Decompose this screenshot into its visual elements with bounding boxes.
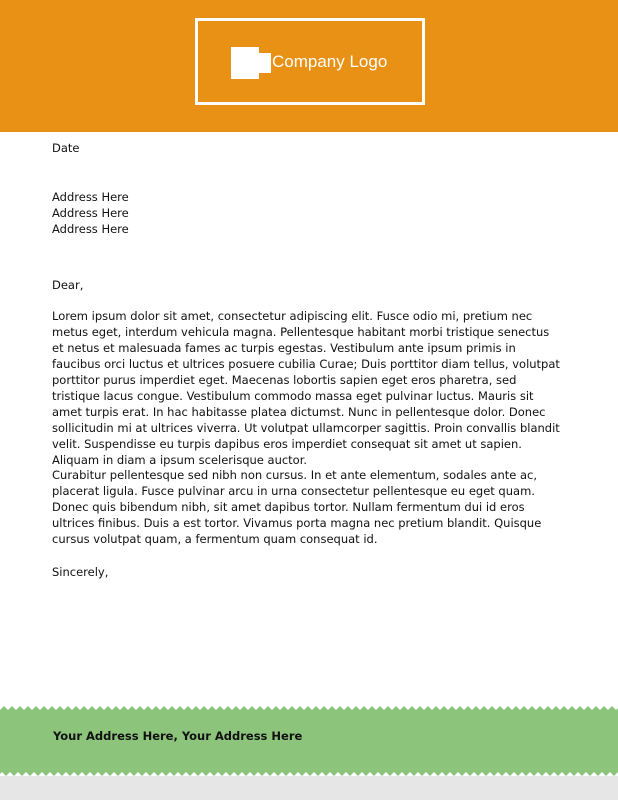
address-line-3: Address Here (52, 222, 129, 236)
letter-paragraph-1: Lorem ipsum dolor sit amet, consectetur adipiscing elit. Fusce odio mi, pretium nec metus eget, interdum vehicula magna. Pellentesque habitant morbi tristique senectus et netus et malesuada fames ac turpis egestas. Vestibulum ante ipsum primis in faucibus orci luctus et ultrices posuere cubilia Curae; Duis porttitor diam tellus, volutpat porttitor purus imperdiet eget. Maecenas lobortis sapien eget eros pharetra, sed tristique lacus congue. Vestibulum commodo massa eget pulvinar luctus. Mauris sit amet turpis erat. In hac habitasse platea dictumst. Nunc in pellentesque dolor. Donec sollicitudin mi at ultrices viverra. Ut volutpat ullamcorper sagittis. Proin convallis blandit velit. Suspendisse eu turpis dapibus eros imperdiet consequat sit amet ut sapien. Aliquam in diam a ipsum scelerisque auctor. (52, 309, 560, 467)
letter-greeting: Dear, (52, 278, 84, 292)
letterhead-header (0, 0, 618, 132)
company-logo (195, 18, 425, 105)
letter-closing: Sincerely, (52, 565, 109, 579)
letter-date: Date (52, 141, 80, 155)
company-logo-text: Company Logo (272, 52, 388, 71)
bottom-strip (0, 776, 618, 800)
address-line-2: Address Here (52, 206, 129, 220)
letterhead-footer (0, 706, 618, 776)
address-line-1: Address Here (52, 190, 129, 204)
footer-address: Your Address Here, Your Address Here (53, 729, 303, 743)
logo-mark-icon (231, 47, 271, 79)
letter-paragraph-2: Curabitur pellentesque sed nibh non cursus. In et ante elementum, sodales ante ac, placerat ligula. Fusce pulvinar arcu in urna consectetur pellentesque eu eget quam. Donec quis bibendum nibh, sit amet dapibus tortor. Nullam fermentum dui id eros ultrices finibus. Duis a est tortor. Vivamus porta magna nec pretium blandit. Quisque cursus volutpat quam, a fermentum quam consequat id. (52, 468, 542, 546)
